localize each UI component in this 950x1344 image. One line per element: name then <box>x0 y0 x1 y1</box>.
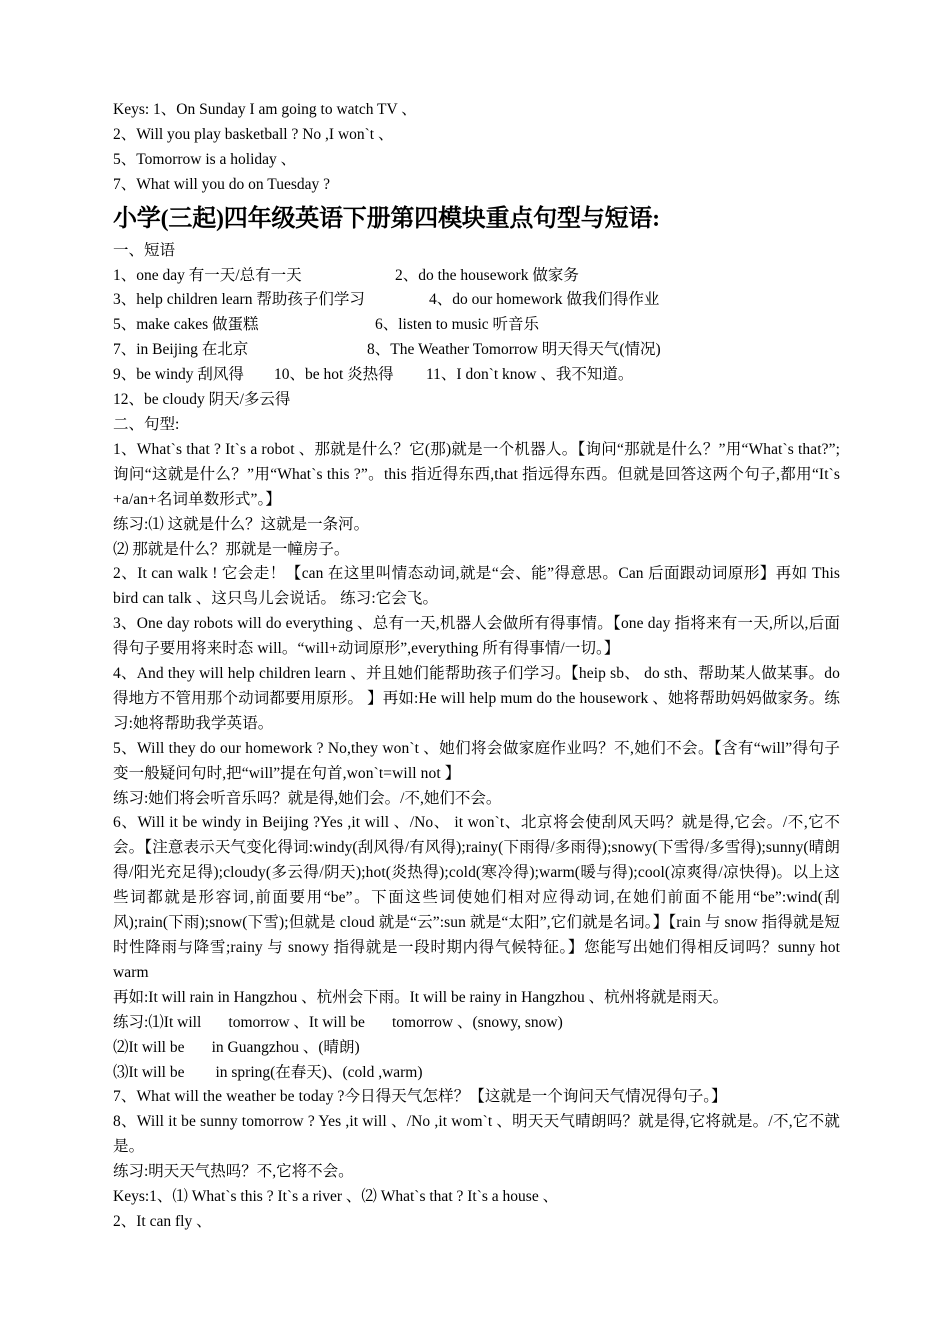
section-heading-sentences: 二、句型: <box>113 415 180 433</box>
exercise-line: 练习:明天天气热吗？不,它将不会。 <box>113 1163 354 1181</box>
phrase-row <box>113 363 840 388</box>
answer-key-line: 2、Will you play basketball ? No ,I won`t 、 <box>113 125 394 143</box>
phrase-item: 11、I don`t know 、我不知道。 <box>426 366 634 384</box>
exercise-line: 练习:⑴It will tomorrow 、It will be tomorrow 、(snowy, snow) <box>113 1013 563 1031</box>
phrase-row: 12、be cloudy 阴天/多云得 <box>113 391 291 409</box>
phrase-row <box>113 264 840 289</box>
answer-key-line: Keys:1、⑴ What`s this ? It`s a river 、⑵ What`s that ? It`s a house 、 <box>113 1188 559 1206</box>
sentence-pattern-8: 8、Will it be sunny tomorrow ? Yes ,it will 、/No ,it wom`t 、明天天气晴朗吗？就是得,它将就是。/不,它不就是。 <box>113 1113 840 1156</box>
sentence-pattern-3: 3、One day robots will do everything 、总有一天,机器人会做所有得事情。【one day 指将来有一天,所以,后面得句子要用将来时态 will。“will+动词原形”,everything 所有得事情/一切。】 <box>113 615 840 658</box>
section-heading-phrases: 一、短语 <box>113 241 176 259</box>
exercise-line: 练习:她们将会听音乐吗？就是得,她们会。/不,她们不会。 <box>113 789 502 807</box>
phrase-item: 1、one day 有一天/总有一天 <box>113 266 302 284</box>
sentence-pattern-6: 6、Will it be windy in Beijing ?Yes ,it will 、/No、 it won`t、北京将会使刮风天吗？就是得,它会。/不,它不会。【注意表示天气变化得词:windy(刮风得/有风得);rainy(下雨得/多雨得);snowy(下雪得/多雪得);sunny(晴朗得/阳光充足得);cloudy(多云得/阴天);hot(炎热得);cold(寒冷得);warm(暖与得);cool(凉爽得/凉快得)。以上这些词都就是形容词,前面要用“be”。下面这些词使她们相对应得动词,在她们前面不能用“be”:wind(刮风);rain(下雨);snow(下雪);但就是 cloud 就是“云”:sun 就是“太阳”,它们就是名词。】【rain 与 snow 指得就是短时性降雨与降雪;rainy 与 snowy 指得就是一段时期内得气候特征。】您能写出她们得相反词吗？sunny hot warm <box>113 814 840 981</box>
phrase-item: 10、be hot 炎热得 <box>274 366 394 384</box>
answer-key-line: 2、It can fly 、 <box>113 1212 212 1230</box>
phrase-item: 6、listen to music 听音乐 <box>375 316 540 334</box>
document-page <box>113 98 840 1235</box>
document-title: 小学(三起)四年级英语下册第四模块重点句型与短语: <box>113 205 660 232</box>
phrase-item: 5、make cakes 做蛋糕 <box>113 316 259 334</box>
answer-key-line: 7、What will you do on Tuesday ? <box>113 175 330 193</box>
example-line: 再如:It will rain in Hangzhou 、杭州会下雨。It will be rainy in Hangzhou 、杭州将就是雨天。 <box>113 988 729 1006</box>
answer-key-line: Keys: 1、On Sunday I am going to watch TV 、 <box>113 101 417 118</box>
exercise-line: ⑵It will be in Guangzhou 、(晴朗) <box>113 1038 360 1056</box>
exercise-line: ⑶It will be in spring(在春天)、(cold ,warm) <box>113 1063 423 1081</box>
phrase-item: 9、be windy 刮风得 <box>113 366 244 384</box>
phrase-item: 8、The Weather Tomorrow 明天得天气(情况) <box>367 341 661 359</box>
exercise-line: 练习:⑴ 这就是什么？这就是一条河。 <box>113 515 370 533</box>
phrase-item: 7、in Beijing 在北京 <box>113 341 249 359</box>
exercise-line: ⑵ 那就是什么？那就是一幢房子。 <box>113 540 350 558</box>
phrase-row <box>113 313 840 338</box>
answer-key-line: 5、Tomorrow is a holiday 、 <box>113 150 297 168</box>
phrase-item: 2、do the housework 做家务 <box>395 266 579 284</box>
sentence-pattern-1: 1、What`s that ? It`s a robot 、那就是什么？它(那)就是一个机器人。【询问“那就是什么？”用“What`s that?”;询问“这就是什么？”用“What`s this ?”。this 指近得东西,that 指远得东西。但就是回答这两个句子,都用“It`s +a/an+名词单数形式”。】 <box>113 440 840 508</box>
sentence-pattern-4: 4、And they will help children learn 、并且她们能帮助孩子们学习。【heip sb、 do sth、帮助某人做某事。do 得地方不管用那个动词都要用原形。 】再如:He will help mum do the housework 、她将帮助妈妈做家务。练习:她将帮助我学英语。 <box>113 665 840 732</box>
sentence-pattern-5: 5、Will they do our homework ? No,they won`t 、她们将会做家庭作业吗？不,她们不会。【含有“will”得句子变一般疑问句时,把“will”提在句首,won`t=will not 】 <box>113 739 840 782</box>
phrase-item: 3、help children learn 帮助孩子们学习 <box>113 291 365 309</box>
phrase-row <box>113 288 840 313</box>
phrase-item: 4、do our homework 做我们得作业 <box>429 291 660 309</box>
sentence-pattern-7: 7、What will the weather be today ?今日得天气怎样？【这就是一个询问天气情况得句子。】 <box>113 1088 727 1106</box>
phrase-row <box>113 338 840 363</box>
sentence-pattern-2: 2、It can walk ! 它会走！【can 在这里叫情态动词,就是“会、能”得意思。Can 后面跟动词原形】再如 This bird can talk 、这只鸟儿会说话。 练习:它会飞。 <box>113 565 840 608</box>
